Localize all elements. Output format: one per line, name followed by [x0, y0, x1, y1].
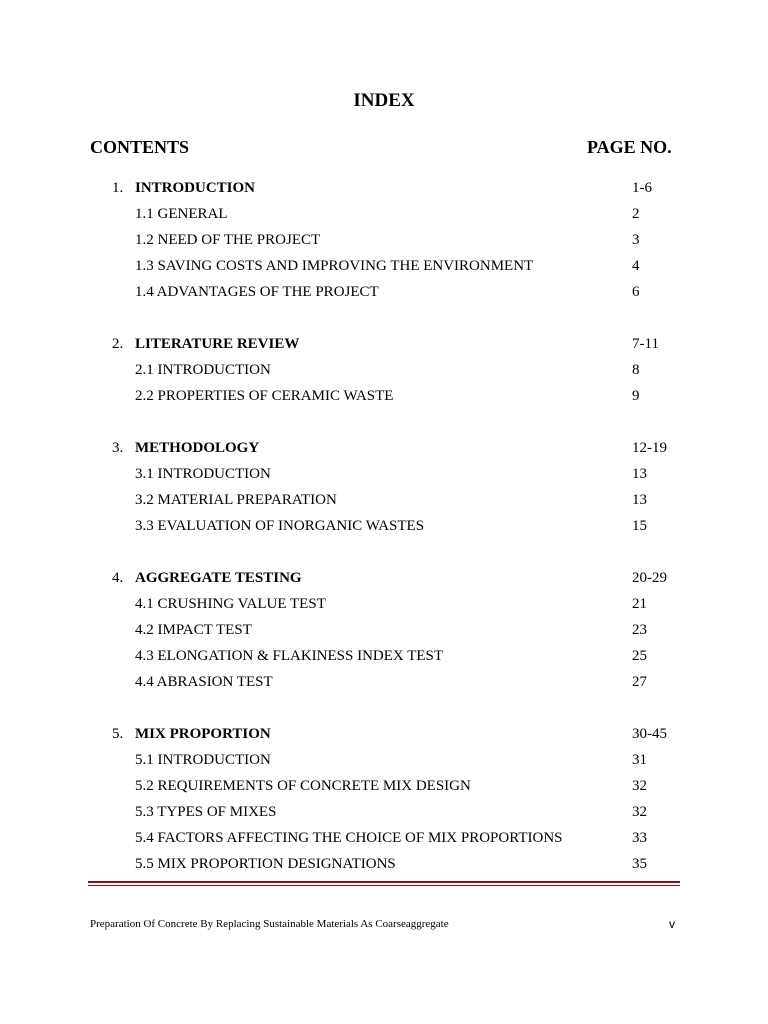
item-page: 9 [632, 388, 640, 404]
toc-section-heading [0, 334, 768, 360]
section-pages: 12-19 [632, 440, 667, 456]
item-page: 8 [632, 362, 640, 378]
item-page: 13 [632, 466, 647, 482]
item-page: 35 [632, 856, 647, 872]
item-label: 5.3 TYPES OF MIXES [135, 804, 277, 820]
contents-header: CONTENTS [90, 137, 190, 157]
item-page: 33 [632, 830, 647, 846]
toc-item [0, 828, 768, 854]
toc-item [0, 360, 768, 386]
footer-text: Preparation Of Concrete By Replacing Sustainable Materials As Coarseaggregate [90, 918, 449, 930]
toc-item [0, 802, 768, 828]
toc-section [0, 724, 768, 880]
toc-item [0, 516, 768, 542]
footer-divider [88, 881, 680, 883]
item-label: 1.1 GENERAL [135, 206, 228, 222]
toc-item [0, 490, 768, 516]
toc-section-heading [0, 568, 768, 594]
item-label: 5.4 FACTORS AFFECTING THE CHOICE OF MIX PROPORTIONS [135, 830, 563, 846]
toc-section [0, 178, 768, 308]
section-title: METHODOLOGY [135, 440, 260, 456]
table-of-contents [0, 178, 768, 906]
section-title: LITERATURE REVIEW [135, 336, 300, 352]
section-number: 1. [112, 180, 124, 196]
toc-item [0, 594, 768, 620]
toc-item [0, 776, 768, 802]
toc-item [0, 672, 768, 698]
item-page: 13 [632, 492, 647, 508]
item-label: 4.3 ELONGATION & FLAKINESS INDEX TEST [135, 648, 444, 664]
toc-item [0, 620, 768, 646]
footer-page-number: v [669, 917, 675, 931]
section-number: 2. [112, 336, 124, 352]
item-label: 5.5 MIX PROPORTION DESIGNATIONS [135, 856, 396, 872]
toc-item [0, 464, 768, 490]
toc-item [0, 750, 768, 776]
item-label: 3.1 INTRODUCTION [135, 466, 271, 482]
toc-item [0, 854, 768, 880]
toc-section [0, 438, 768, 542]
page-title: INDEX [353, 90, 415, 111]
toc-item [0, 256, 768, 282]
section-title: AGGREGATE TESTING [135, 570, 302, 586]
toc-section-heading [0, 724, 768, 750]
section-pages: 1-6 [632, 180, 652, 196]
page-no-header: PAGE NO. [587, 137, 672, 157]
item-label: 3.3 EVALUATION OF INORGANIC WASTES [135, 518, 425, 534]
section-pages: 20-29 [632, 570, 667, 586]
item-page: 31 [632, 752, 647, 768]
item-label: 5.1 INTRODUCTION [135, 752, 271, 768]
item-page: 15 [632, 518, 647, 534]
item-label: 1.3 SAVING COSTS AND IMPROVING THE ENVIRONMENT [135, 258, 534, 274]
section-title: INTRODUCTION [135, 180, 256, 196]
section-pages: 7-11 [632, 336, 659, 352]
section-title: MIX PROPORTION [135, 726, 271, 742]
toc-item [0, 204, 768, 230]
item-page: 23 [632, 622, 647, 638]
item-page: 32 [632, 778, 647, 794]
item-label: 4.4 ABRASION TEST [135, 674, 273, 690]
item-page: 21 [632, 596, 647, 612]
section-number: 4. [112, 570, 124, 586]
item-page: 6 [632, 284, 640, 300]
toc-item [0, 386, 768, 412]
section-number: 5. [112, 726, 124, 742]
item-label: 4.1 CRUSHING VALUE TEST [135, 596, 326, 612]
item-page: 3 [632, 232, 640, 248]
section-number: 3. [112, 440, 124, 456]
item-label: 4.2 IMPACT TEST [135, 622, 252, 638]
toc-section-heading [0, 178, 768, 204]
item-label: 5.2 REQUIREMENTS OF CONCRETE MIX DESIGN [135, 778, 471, 794]
item-page: 4 [632, 258, 640, 274]
toc-section-heading [0, 438, 768, 464]
toc-section [0, 334, 768, 412]
item-label: 2.1 INTRODUCTION [135, 362, 271, 378]
toc-item [0, 230, 768, 256]
section-pages: 30-45 [632, 726, 667, 742]
toc-section [0, 568, 768, 698]
item-label: 3.2 MATERIAL PREPARATION [135, 492, 337, 508]
item-label: 2.2 PROPERTIES OF CERAMIC WASTE [135, 388, 394, 404]
item-page: 25 [632, 648, 647, 664]
toc-item [0, 282, 768, 308]
item-page: 27 [632, 674, 647, 690]
item-page: 2 [632, 206, 640, 222]
toc-item [0, 646, 768, 672]
item-page: 32 [632, 804, 647, 820]
item-label: 1.2 NEED OF THE PROJECT [135, 232, 321, 248]
item-label: 1.4 ADVANTAGES OF THE PROJECT [135, 284, 379, 300]
footer-divider-thin [88, 885, 680, 886]
